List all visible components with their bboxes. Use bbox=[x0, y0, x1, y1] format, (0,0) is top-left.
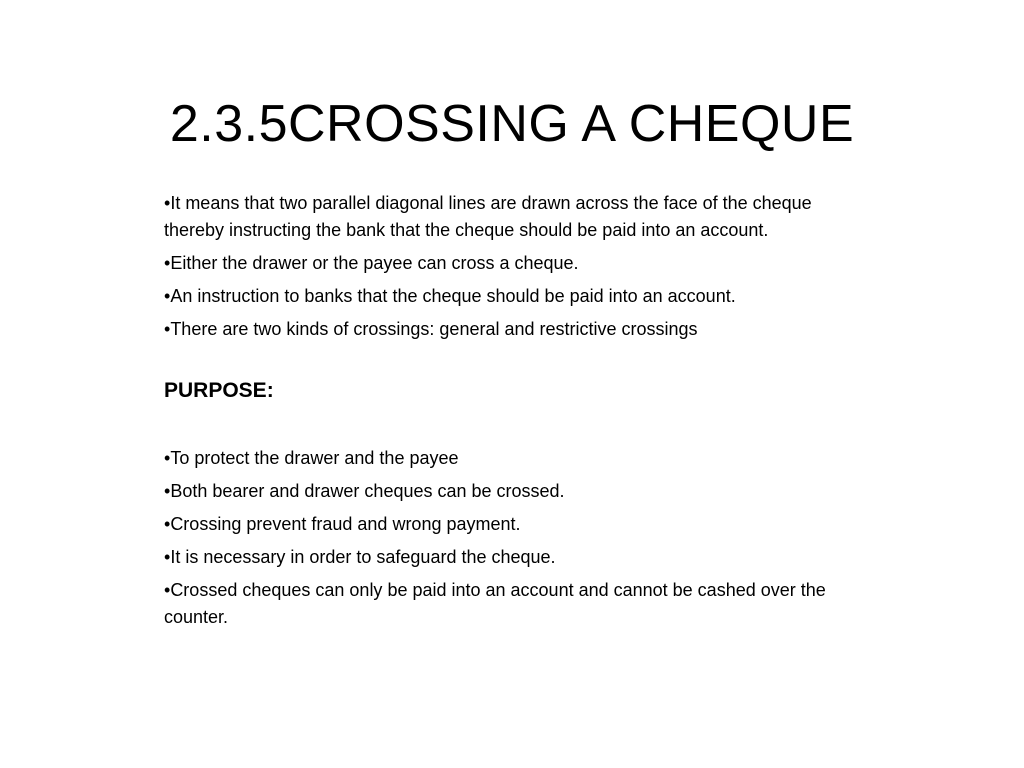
list-item: •It means that two parallel diagonal lines are drawn across the face of the cheque thereby instructing the bank that the cheque should be paid into an account. bbox=[164, 193, 812, 240]
intro-bullet-list bbox=[164, 190, 854, 343]
bullet-icon: • bbox=[164, 448, 171, 468]
bullet-icon: • bbox=[164, 547, 171, 567]
list-item: •Crossed cheques can only be paid into an account and cannot be cashed over the counter. bbox=[164, 580, 826, 627]
bullet-icon: • bbox=[164, 481, 171, 501]
slide-body bbox=[164, 190, 854, 637]
list-item: •To protect the drawer and the payee bbox=[164, 448, 459, 468]
list-item: •Either the drawer or the payee can cross a cheque. bbox=[164, 253, 579, 273]
list-item: •Crossing prevent fraud and wrong payment. bbox=[164, 514, 521, 534]
list-item: •Both bearer and drawer cheques can be crossed. bbox=[164, 481, 565, 501]
list-item: •An instruction to banks that the cheque should be paid into an account. bbox=[164, 286, 736, 306]
bullet-icon: • bbox=[164, 319, 171, 339]
purpose-heading: PURPOSE: bbox=[164, 379, 274, 402]
list-item: •There are two kinds of crossings: general and restrictive crossings bbox=[164, 319, 698, 339]
purpose-bullet-list bbox=[164, 445, 854, 631]
slide-title: 2.3.5CROSSING A CHEQUE bbox=[169, 95, 855, 153]
list-item: •It is necessary in order to safeguard the cheque. bbox=[164, 547, 556, 567]
bullet-icon: • bbox=[164, 580, 171, 600]
bullet-icon: • bbox=[164, 193, 171, 213]
bullet-icon: • bbox=[164, 514, 171, 534]
bullet-icon: • bbox=[164, 286, 171, 306]
bullet-icon: • bbox=[164, 253, 171, 273]
